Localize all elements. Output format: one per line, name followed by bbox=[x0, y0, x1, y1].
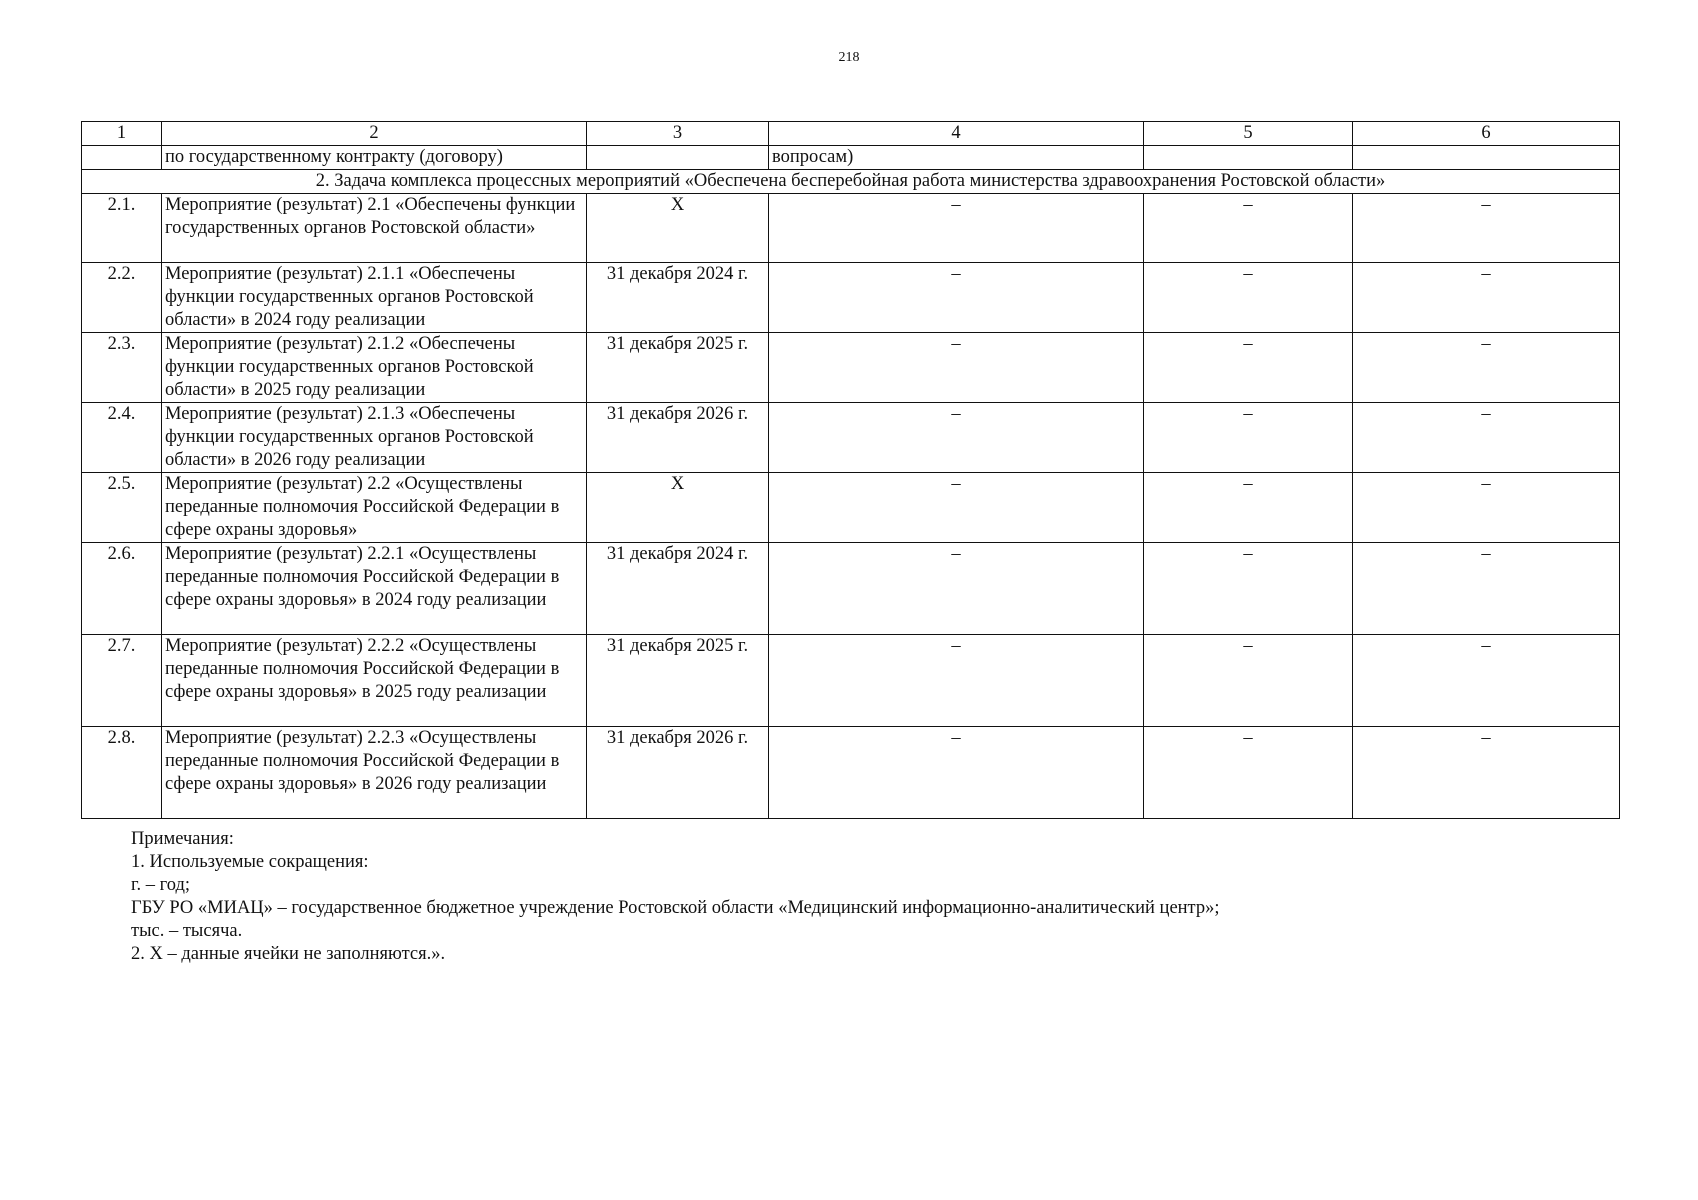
table-row bbox=[82, 194, 1620, 263]
row-col6: – bbox=[1353, 194, 1620, 263]
row-col4: – bbox=[769, 263, 1144, 333]
table-cell: по государственному контракту (договору) bbox=[162, 146, 587, 170]
row-name: Мероприятие (результат) 2.2.1 «Осуществлены переданные полномочия Российской Федерации в сфере охраны здоровья» в 2024 году реализации bbox=[162, 543, 587, 635]
note-line: ГБУ РО «МИАЦ» – государственное бюджетное учреждение Ростовской области «Медицинский информационно-аналитический центр»; bbox=[131, 898, 1220, 918]
row-col5: – bbox=[1144, 403, 1353, 473]
row-col4: – bbox=[769, 727, 1144, 819]
table-cell bbox=[1353, 146, 1620, 170]
row-col6: – bbox=[1353, 403, 1620, 473]
row-date: 31 декабря 2025 г. bbox=[587, 333, 769, 403]
row-name: Мероприятие (результат) 2.2.2 «Осуществлены переданные полномочия Российской Федерации в сфере охраны здоровья» в 2025 году реализации bbox=[162, 635, 587, 727]
row-number: 2.6. bbox=[82, 543, 162, 635]
row-number: 2.2. bbox=[82, 263, 162, 333]
row-date: 31 декабря 2026 г. bbox=[587, 403, 769, 473]
row-col4: – bbox=[769, 194, 1144, 263]
row-col5: – bbox=[1144, 473, 1353, 543]
row-col5: – bbox=[1144, 194, 1353, 263]
row-col5: – bbox=[1144, 543, 1353, 635]
row-col4: – bbox=[769, 543, 1144, 635]
header-cell: 4 bbox=[769, 122, 1144, 146]
table-row bbox=[82, 543, 1620, 635]
note-line: 2. Х – данные ячейки не заполняются.». bbox=[131, 944, 446, 964]
table-row bbox=[82, 333, 1620, 403]
row-name: Мероприятие (результат) 2.2.3 «Осуществлены переданные полномочия Российской Федерации в сфере охраны здоровья» в 2026 году реализации bbox=[162, 727, 587, 819]
note-line: 1. Используемые сокращения: bbox=[131, 852, 369, 872]
row-date: 31 декабря 2024 г. bbox=[587, 543, 769, 635]
row-col4: – bbox=[769, 473, 1144, 543]
row-col6: – bbox=[1353, 543, 1620, 635]
row-date: 31 декабря 2026 г. bbox=[587, 727, 769, 819]
row-date: 31 декабря 2025 г. bbox=[587, 635, 769, 727]
table-cell: вопросам) bbox=[769, 146, 1144, 170]
table-row bbox=[82, 473, 1620, 543]
row-col6: – bbox=[1353, 635, 1620, 727]
header-cell: 6 bbox=[1353, 122, 1620, 146]
notes-title: Примечания: bbox=[131, 829, 234, 849]
measures-table bbox=[81, 121, 1620, 819]
row-name: Мероприятие (результат) 2.2 «Осуществлены переданные полномочия Российской Федерации в сфере охраны здоровья» bbox=[162, 473, 587, 543]
row-col6: – bbox=[1353, 727, 1620, 819]
table-cell bbox=[587, 146, 769, 170]
row-col4: – bbox=[769, 403, 1144, 473]
table-cell bbox=[1144, 146, 1353, 170]
row-number: 2.4. bbox=[82, 403, 162, 473]
row-col6: – bbox=[1353, 473, 1620, 543]
row-col4: – bbox=[769, 635, 1144, 727]
table-row bbox=[82, 263, 1620, 333]
row-col5: – bbox=[1144, 333, 1353, 403]
row-name: Мероприятие (результат) 2.1.3 «Обеспечены функции государственных органов Ростовской области» в 2026 году реализации bbox=[162, 403, 587, 473]
table-row bbox=[82, 403, 1620, 473]
page-number: 218 bbox=[838, 50, 860, 65]
row-number: 2.7. bbox=[82, 635, 162, 727]
row-number: 2.3. bbox=[82, 333, 162, 403]
row-col5: – bbox=[1144, 727, 1353, 819]
row-number: 2.8. bbox=[82, 727, 162, 819]
header-cell: 1 bbox=[82, 122, 162, 146]
table-cell bbox=[82, 146, 162, 170]
note-line: тыс. – тысяча. bbox=[131, 921, 243, 941]
table-row bbox=[82, 635, 1620, 727]
row-col5: – bbox=[1144, 635, 1353, 727]
table-row bbox=[82, 727, 1620, 819]
header-cell: 3 bbox=[587, 122, 769, 146]
row-col6: – bbox=[1353, 263, 1620, 333]
table-header-row bbox=[82, 122, 1620, 146]
header-cell: 2 bbox=[162, 122, 587, 146]
continuation-row bbox=[82, 146, 1620, 170]
section-row bbox=[82, 170, 1620, 194]
row-number: 2.1. bbox=[82, 194, 162, 263]
row-col5: – bbox=[1144, 263, 1353, 333]
row-number: 2.5. bbox=[82, 473, 162, 543]
row-date: Х bbox=[587, 194, 769, 263]
row-name: Мероприятие (результат) 2.1 «Обеспечены функции государственных органов Ростовской области» bbox=[162, 194, 587, 263]
row-name: Мероприятие (результат) 2.1.2 «Обеспечены функции государственных органов Ростовской области» в 2025 году реализации bbox=[162, 333, 587, 403]
header-cell: 5 bbox=[1144, 122, 1353, 146]
row-col6: – bbox=[1353, 333, 1620, 403]
row-date: Х bbox=[587, 473, 769, 543]
section-title: 2. Задача комплекса процессных мероприятий «Обеспечена бесперебойная работа министерства здравоохранения Ростовской области» bbox=[82, 170, 1620, 194]
row-date: 31 декабря 2024 г. bbox=[587, 263, 769, 333]
notes-block bbox=[131, 828, 1220, 966]
row-name: Мероприятие (результат) 2.1.1 «Обеспечены функции государственных органов Ростовской области» в 2024 году реализации bbox=[162, 263, 587, 333]
note-line: г. – год; bbox=[131, 875, 191, 895]
row-col4: – bbox=[769, 333, 1144, 403]
